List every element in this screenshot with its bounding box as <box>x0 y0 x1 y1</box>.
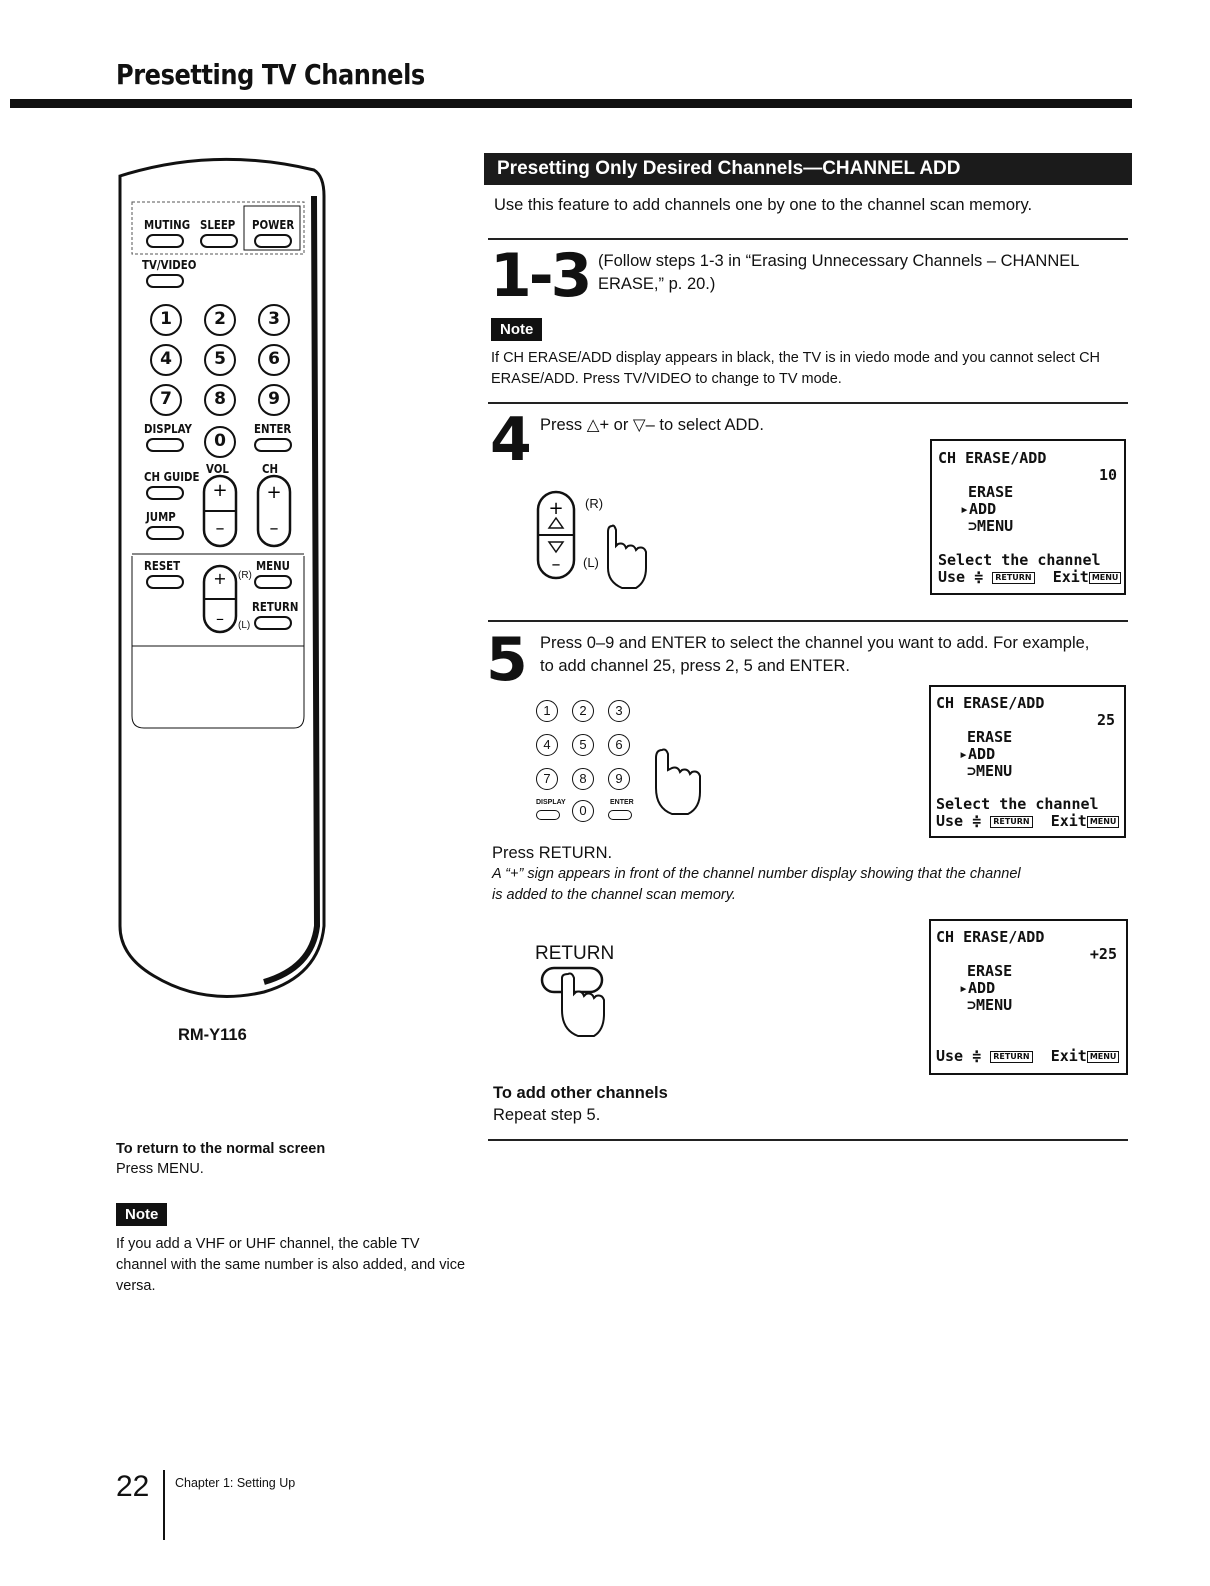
svg-text:+: + <box>212 480 228 501</box>
digit-3-button: 3 <box>258 304 290 336</box>
osd-channel: 10 <box>1098 466 1117 484</box>
vol-label: VOL <box>206 462 229 476</box>
return-heading: To return to the normal screen <box>116 1141 326 1157</box>
menu-label: MENU <box>256 559 290 573</box>
ch-label: CH <box>262 462 279 476</box>
osd-channel: 25 <box>1096 711 1115 729</box>
section-banner: Presetting Only Desired Channels—CHANNEL ADD <box>484 153 1132 185</box>
digit-4-button: 4 <box>150 344 182 376</box>
step-number-5: 5 <box>486 625 525 695</box>
osd-screen-2: CH ERASE/ADD 25 ERASE ▸ADD ⊃MENU Select the channel Use ≑ RETURN Exit MENU <box>929 685 1126 838</box>
divider <box>488 1139 1128 1141</box>
osd-erase: ERASE <box>968 483 1014 501</box>
footer-divider <box>163 1470 165 1540</box>
left-note-badge: Note <box>116 1203 167 1226</box>
muting-label: MUTING <box>144 218 191 232</box>
reset-label: RESET <box>144 559 181 573</box>
l-label: (L) <box>583 555 599 570</box>
step-number-4: 4 <box>490 405 529 475</box>
page-number: 22 <box>116 1470 150 1503</box>
other-channels-heading: To add other channels <box>493 1084 668 1102</box>
step-4-text: Press △+ or ▽– to select ADD. <box>540 416 764 434</box>
digit-9-button: 9 <box>258 384 290 416</box>
enter-label: ENTER <box>254 422 292 436</box>
note-text: If CH ERASE/ADD display appears in black, the TV is in viedo mode and you cannot select CH ERASE/ADD. Press TV/VIDEO to change to TV mode. <box>491 350 1101 387</box>
display-label: DISPLAY <box>144 422 192 436</box>
svg-text:–: – <box>269 518 279 539</box>
page-title: Presetting TV Channels <box>116 58 425 91</box>
r-label: (R) <box>238 570 252 581</box>
osd-use: Use ≑ RETURN Exit MENU <box>938 569 1121 586</box>
power-label: POWER <box>252 218 295 232</box>
svg-text:+: + <box>213 569 227 588</box>
chapter-footer: Chapter 1: Setting Up <box>175 1476 296 1490</box>
osd-menu: ⊃MENU <box>968 517 1014 535</box>
divider <box>488 402 1128 404</box>
step-5-text: Press 0–9 and ENTER to select the channel you want to add. For example, to add channel 25, press 2, 5 and ENTER. <box>540 634 1090 675</box>
remote-control-illustration <box>114 156 326 1000</box>
section-intro: Use this feature to add channels one by one to the channel scan memory. <box>494 196 1033 214</box>
note-badge: Note <box>491 318 542 341</box>
svg-text:–: – <box>216 609 224 628</box>
vol-rocker-icon <box>202 474 240 550</box>
r-label: (R) <box>585 496 604 511</box>
hand-press-icon <box>538 966 618 1046</box>
digit-5-button: 5 <box>204 344 236 376</box>
menu-rocker-icon <box>202 564 240 636</box>
osd-title: CH ERASE/ADD <box>938 449 1047 467</box>
osd-screen-1 <box>930 439 1126 595</box>
digit-6-button: 6 <box>258 344 290 376</box>
return-label: RETURN <box>252 600 299 614</box>
ch-rocker-icon <box>256 474 294 550</box>
digit-1-button: 1 <box>150 304 182 336</box>
digit-7-button: 7 <box>150 384 182 416</box>
osd-channel: +25 <box>1089 945 1117 963</box>
divider <box>488 238 1128 240</box>
l-label: (L) <box>238 620 251 631</box>
remote-model: RM-Y116 <box>178 1026 247 1044</box>
step-1-3-text: (Follow steps 1-3 in “Erasing Unnecessary Channels – CHANNEL ERASE,” p. 20.) <box>598 252 1079 293</box>
svg-text:+: + <box>266 482 282 503</box>
other-channels-text: Repeat step 5. <box>493 1106 601 1124</box>
digit-8-button: 8 <box>204 384 236 416</box>
return-text: Press MENU. <box>116 1161 204 1177</box>
keypad-illustration: 1 2 3 4 5 6 7 8 9 0 DISPLAY ENTER <box>536 700 716 830</box>
press-return: Press RETURN. <box>492 844 613 862</box>
svg-text:–: – <box>551 554 561 575</box>
jump-label: JUMP <box>146 510 176 524</box>
sleep-label: SLEEP <box>200 218 236 232</box>
svg-text:–: – <box>215 518 225 539</box>
title-rule <box>10 99 1132 108</box>
return-button-label: RETURN <box>535 943 615 964</box>
ch-guide-label: CH GUIDE <box>144 470 200 484</box>
osd-select: Select the channel <box>938 551 1101 569</box>
tv-video-label: TV/VIDEO <box>142 258 197 272</box>
osd-add: ▸ADD <box>960 500 997 518</box>
svg-text:+: + <box>548 498 564 519</box>
divider <box>488 620 1128 622</box>
left-note-text: If you add a VHF or UHF channel, the cable TV channel with the same number is also added, and vice versa. <box>116 1236 466 1294</box>
digit-0-button: 0 <box>204 426 236 458</box>
digit-2-button: 2 <box>204 304 236 336</box>
hand-press-icon <box>646 748 710 818</box>
step-number-1-3: 1-3 <box>490 241 590 311</box>
osd-screen-3: CH ERASE/ADD +25 ERASE ▸ADD ⊃MENU Use ≑ RETURN Exit MENU <box>929 919 1128 1075</box>
press-return-note: A “+” sign appears in front of the channel number display showing that the channel is added to the channel scan memory. <box>492 866 1021 903</box>
